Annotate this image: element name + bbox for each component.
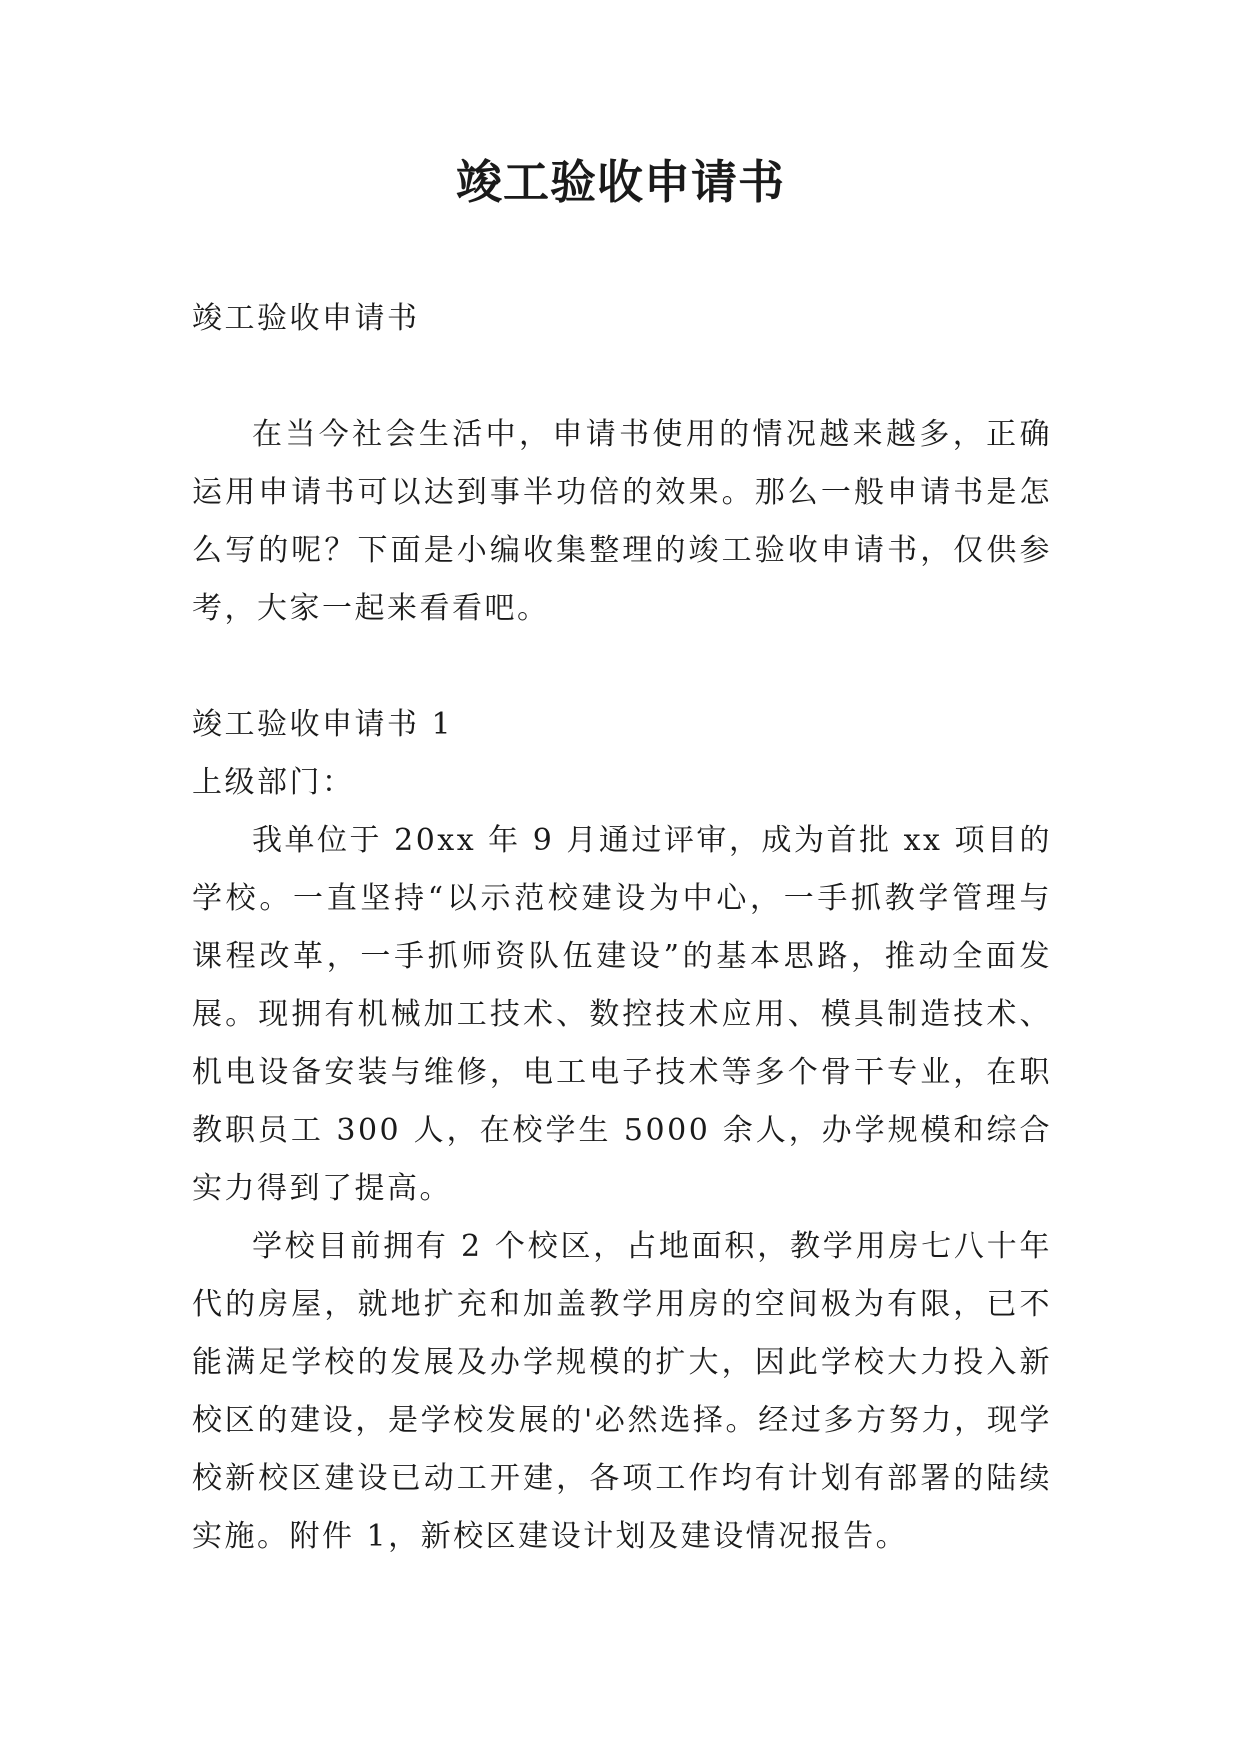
document-subtitle: 竣工验收申请书 [192, 301, 420, 336]
body-paragraph-2: 学校目前拥有 2 个校区，占地面积，教学用房七八十年代的房屋，就地扩充和加盖教学用房的空间极为有限，已不能满足学校的发展及办学规模的扩大，因此学校大力投入新校区的建设，是学校发展的'必然选择。经过多方努力，现学校新校区建设已动工开建，各项工作均有计划有部署的陆续实施。附件 1，新校区建设计划及建设情况报告。 [192, 1229, 1052, 1554]
document-body [192, 290, 1052, 1566]
intro-paragraph: 在当今社会生活中，申请书使用的情况越来越多，正确运用申请书可以达到事半功倍的效果。那么一般申请书是怎么写的呢？下面是小编收集整理的竣工验收申请书，仅供参考，大家一起来看看吧。 [192, 417, 1052, 626]
section-heading: 竣工验收申请书 1 [192, 707, 454, 742]
body-paragraph-1: 我单位于 20xx 年 9 月通过评审，成为首批 xx 项目的学校。一直坚持“以示范校建设为中心，一手抓教学管理与课程改革，一手抓师资队伍建设”的基本思路，推动全面发展。现拥有机械加工技术、数控技术应用、模具制造技术、机电设备安装与维修，电工电子技术等多个骨干专业，在职教职员工 300 人，在校学生 5000 余人，办学规模和综合实力得到了提高。 [192, 823, 1052, 1206]
salutation: 上级部门： [192, 765, 355, 800]
document-title: 竣工验收申请书 [456, 155, 785, 209]
